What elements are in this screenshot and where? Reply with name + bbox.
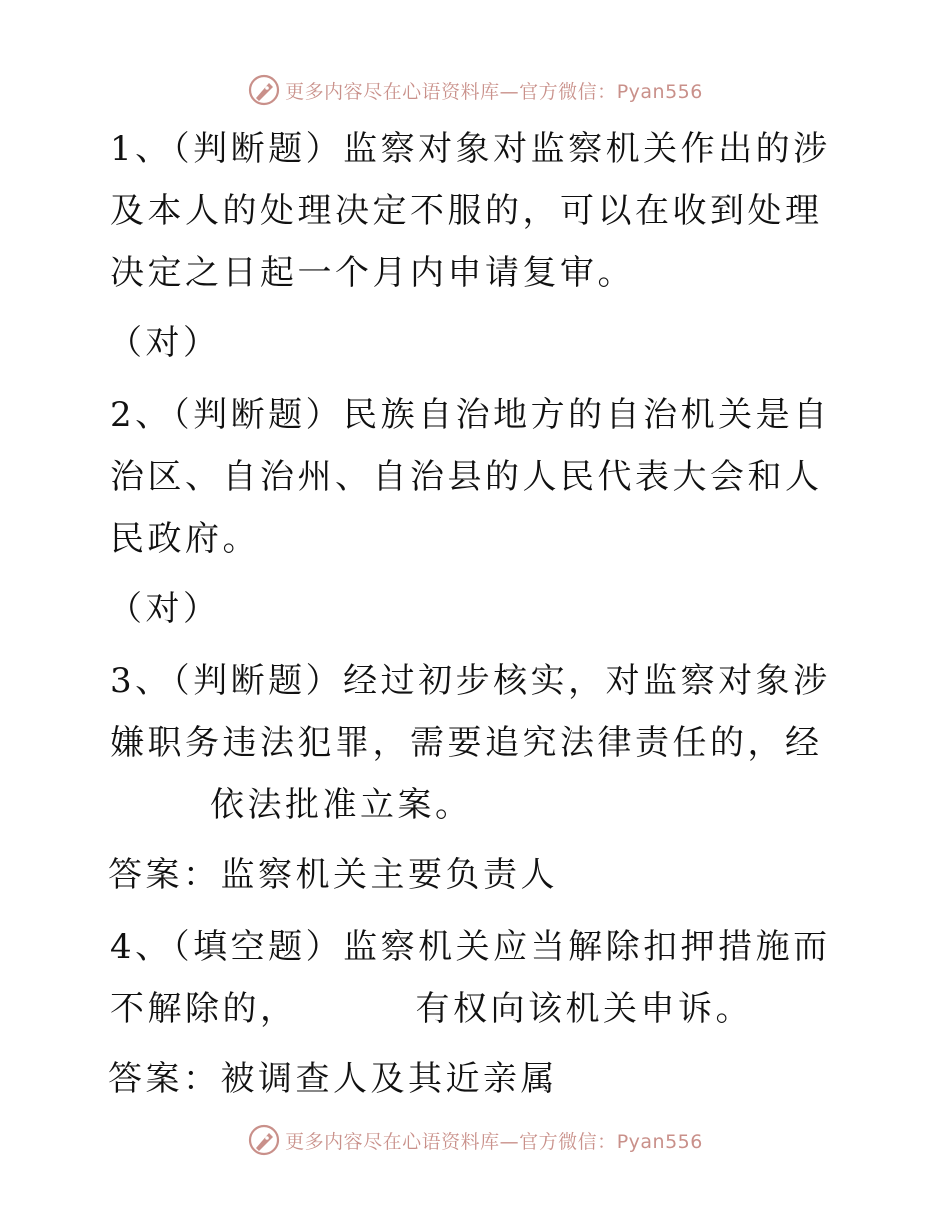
pen-nib-logo-icon bbox=[247, 1123, 281, 1157]
answer-3: 答案：监察机关主要负责人 bbox=[108, 855, 558, 895]
question-4: 4、（填空题）监察机关应当解除扣押措施而不解除的， 有权向该机关申诉。 bbox=[110, 927, 831, 1029]
answer-1: （对） bbox=[108, 323, 221, 363]
question-1: 1、（判断题）监察对象对监察机关作出的涉及本人的处理决定不服的，可以在收到处理决定之日起一个月内申请复审。 bbox=[110, 129, 831, 293]
banner-text: 更多内容尽在心语资料库—官方微信：Pyan556 bbox=[285, 80, 703, 103]
pen-nib-logo-icon bbox=[247, 73, 281, 107]
footer-banner bbox=[0, 1120, 950, 1160]
document-body bbox=[98, 118, 858, 1120]
question-2: 2、（判断题）民族自治地方的自治机关是自治区、自治州、自治县的人民代表大会和人民政府。 bbox=[110, 395, 831, 559]
answer-2: （对） bbox=[108, 589, 221, 629]
banner-text: 更多内容尽在心语资料库—官方微信：Pyan556 bbox=[285, 1130, 703, 1153]
header-banner bbox=[0, 70, 950, 110]
question-3: 3、（判断题）经过初步核实，对监察对象涉嫌职务违法犯罪，需要追究法律责任的，经依法批准立案。 bbox=[110, 661, 831, 825]
answer-4: 答案：被调查人及其近亲属 bbox=[108, 1059, 558, 1099]
